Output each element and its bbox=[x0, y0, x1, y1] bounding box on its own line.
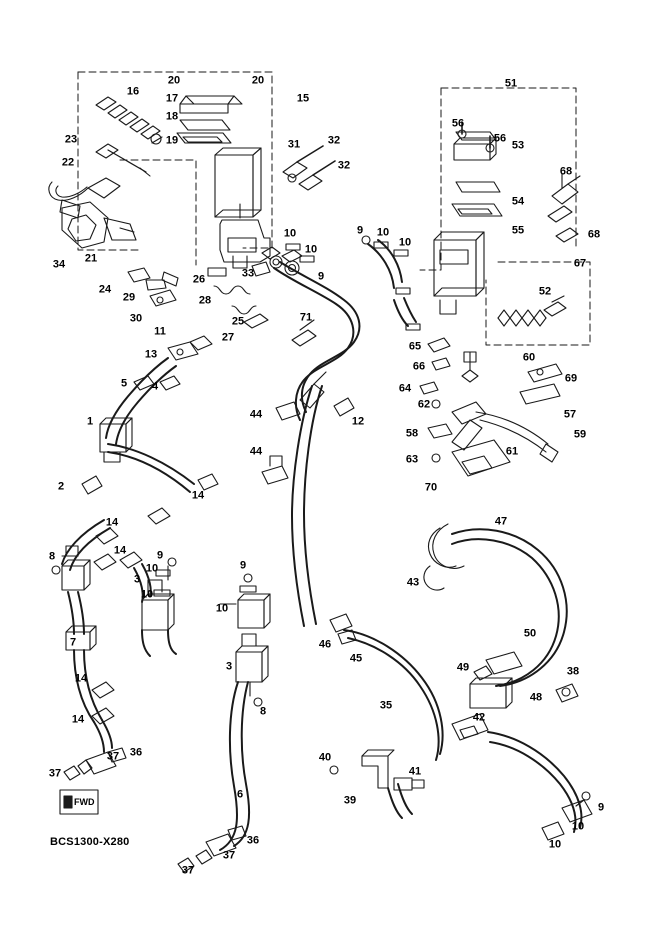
callout-number: 63 bbox=[405, 453, 419, 466]
part-44-b bbox=[262, 466, 288, 484]
callout-number: 47 bbox=[494, 515, 508, 528]
callout-number: 2 bbox=[57, 480, 65, 493]
callout-number: 29 bbox=[122, 291, 136, 304]
callout-number: 51 bbox=[504, 77, 518, 90]
part-59-pedal-arm bbox=[476, 412, 548, 444]
callout-number: 37 bbox=[181, 864, 195, 877]
callout-number: 18 bbox=[165, 110, 179, 123]
junction-8-left bbox=[62, 566, 84, 590]
part-33 bbox=[252, 262, 270, 276]
callout-number: 15 bbox=[296, 92, 310, 105]
part-8-a bbox=[52, 566, 60, 574]
callout-number: 8 bbox=[48, 550, 56, 563]
callout-number: 14 bbox=[71, 713, 85, 726]
part-number-label: BCS1300-X280 bbox=[50, 836, 130, 848]
hose-6 bbox=[220, 682, 238, 850]
callout-number: 4 bbox=[151, 380, 159, 393]
callout-number: 10 bbox=[398, 236, 412, 249]
callout-number: 6 bbox=[236, 788, 244, 801]
part-12-end bbox=[334, 398, 354, 416]
callout-number: 68 bbox=[587, 228, 601, 241]
part-50 bbox=[486, 652, 522, 674]
callout-number: 10 bbox=[145, 562, 159, 575]
callout-number: 22 bbox=[61, 156, 75, 169]
callout-number: 9 bbox=[239, 559, 247, 572]
hose-12 bbox=[274, 268, 353, 420]
callout-number: 61 bbox=[505, 445, 519, 458]
part-26 bbox=[208, 268, 226, 276]
part-29 bbox=[146, 280, 166, 290]
junction-3-b bbox=[236, 652, 262, 682]
junction-3-a bbox=[142, 600, 168, 630]
callout-number: 37 bbox=[48, 767, 62, 780]
part-62 bbox=[432, 400, 440, 408]
callout-number: 19 bbox=[165, 134, 179, 147]
part-16-bolts bbox=[96, 97, 162, 144]
callout-number: 42 bbox=[472, 711, 486, 724]
callout-number: 57 bbox=[563, 408, 577, 421]
part-9-right bbox=[582, 792, 590, 800]
part-30 bbox=[150, 290, 176, 306]
part-15-reservoir bbox=[215, 155, 253, 217]
callout-number: 44 bbox=[249, 445, 263, 458]
callout-number: 36 bbox=[246, 834, 260, 847]
part-61 bbox=[452, 420, 482, 450]
callout-number: 9 bbox=[356, 224, 364, 237]
part-52-spring bbox=[498, 296, 566, 326]
callout-number: 5 bbox=[120, 377, 128, 390]
callout-number: 41 bbox=[408, 765, 422, 778]
callout-number: 12 bbox=[351, 415, 365, 428]
callout-number: 10 bbox=[304, 243, 318, 256]
callout-number: 3 bbox=[225, 660, 233, 673]
part-4 bbox=[160, 376, 180, 390]
callout-number: 48 bbox=[529, 691, 543, 704]
callout-number: 64 bbox=[398, 382, 412, 395]
callout-number: 46 bbox=[318, 638, 332, 651]
junction-1 bbox=[100, 424, 126, 452]
part-18-diaphragm bbox=[180, 120, 230, 130]
callout-number: 31 bbox=[287, 138, 301, 151]
callout-number: 10 bbox=[140, 588, 154, 601]
part-64 bbox=[420, 382, 438, 394]
callout-number: 14 bbox=[113, 544, 127, 557]
part-14-clamp-b bbox=[148, 508, 170, 524]
hose-right-loop bbox=[452, 529, 567, 686]
part-37-b bbox=[196, 850, 212, 864]
callout-number: 45 bbox=[349, 652, 363, 665]
part-14-clamp-e bbox=[92, 682, 114, 698]
callout-number: 28 bbox=[198, 294, 212, 307]
callout-number: 10 bbox=[215, 602, 229, 615]
callout-number: 43 bbox=[406, 576, 420, 589]
part-9-a bbox=[168, 558, 176, 566]
callout-number: 25 bbox=[231, 315, 245, 328]
part-45 bbox=[338, 630, 356, 644]
callout-number: 10 bbox=[548, 838, 562, 851]
hose-1-upper bbox=[106, 358, 168, 438]
callout-number: 53 bbox=[511, 139, 525, 152]
part-23 bbox=[96, 144, 118, 158]
callout-number: 55 bbox=[511, 224, 525, 237]
part-65 bbox=[428, 338, 450, 352]
part-34-holder bbox=[62, 202, 108, 248]
callout-number: 32 bbox=[337, 159, 351, 172]
callout-number: 16 bbox=[126, 85, 140, 98]
part-9-top bbox=[362, 236, 370, 244]
part-69 bbox=[528, 364, 562, 382]
callout-number: 70 bbox=[424, 481, 438, 494]
part-14-clamp-a bbox=[198, 474, 218, 490]
part-41 bbox=[394, 778, 412, 790]
callout-number: 17 bbox=[165, 92, 179, 105]
callout-number: 20 bbox=[251, 74, 265, 87]
callout-number: 3 bbox=[133, 573, 141, 586]
callout-number: 24 bbox=[98, 283, 112, 296]
part-28-spring bbox=[214, 286, 250, 294]
callout-number: 8 bbox=[259, 705, 267, 718]
part-9-b bbox=[244, 574, 252, 582]
callout-number: 66 bbox=[412, 360, 426, 373]
part-57 bbox=[520, 384, 560, 404]
callout-number: 40 bbox=[318, 751, 332, 764]
callout-number: 9 bbox=[317, 270, 325, 283]
part-68 bbox=[552, 184, 578, 204]
callout-number: 13 bbox=[144, 348, 158, 361]
callout-number: 38 bbox=[566, 665, 580, 678]
part-10-right bbox=[562, 800, 592, 822]
callout-number: 14 bbox=[74, 672, 88, 685]
callout-number: 56 bbox=[451, 117, 465, 130]
part-67 bbox=[548, 206, 572, 222]
callout-number: 44 bbox=[249, 408, 263, 421]
callout-number: 27 bbox=[221, 331, 235, 344]
callout-number: 49 bbox=[456, 661, 470, 674]
callout-number: 21 bbox=[84, 252, 98, 265]
callout-number: 32 bbox=[327, 134, 341, 147]
callout-number: 10 bbox=[376, 226, 390, 239]
callout-number: 37 bbox=[222, 849, 236, 862]
callout-number: 9 bbox=[156, 549, 164, 562]
callout-number: 14 bbox=[105, 516, 119, 529]
callout-number: 60 bbox=[522, 351, 536, 364]
callout-number: 58 bbox=[405, 427, 419, 440]
callout-number: 52 bbox=[538, 285, 552, 298]
callout-number: 65 bbox=[408, 340, 422, 353]
part-38 bbox=[556, 684, 578, 702]
part-71 bbox=[292, 330, 316, 346]
callout-number: 59 bbox=[573, 428, 587, 441]
callout-number: 23 bbox=[64, 133, 78, 146]
part-58 bbox=[428, 424, 452, 438]
junction-10-block bbox=[238, 600, 264, 628]
part-66 bbox=[432, 358, 450, 370]
part-27 bbox=[244, 314, 268, 328]
callout-number: 35 bbox=[379, 699, 393, 712]
callout-number: 39 bbox=[343, 794, 357, 807]
callout-number: 11 bbox=[154, 325, 166, 338]
part-63 bbox=[432, 454, 440, 462]
part-48-bracket bbox=[470, 684, 506, 708]
part-54 bbox=[456, 182, 500, 192]
callout-number: 10 bbox=[571, 820, 585, 833]
callout-number: 20 bbox=[167, 74, 181, 87]
callout-number: 37 bbox=[106, 750, 120, 763]
callout-number: 30 bbox=[129, 312, 143, 325]
callout-number: 67 bbox=[573, 257, 587, 270]
part-40 bbox=[330, 766, 338, 774]
callout-number: 7 bbox=[69, 636, 77, 649]
part-25-spring bbox=[232, 306, 256, 314]
callout-number: 50 bbox=[523, 627, 537, 640]
part-2 bbox=[82, 476, 102, 494]
callout-number: 69 bbox=[564, 372, 578, 385]
hose-mid bbox=[292, 386, 312, 626]
callout-number: 9 bbox=[597, 801, 605, 814]
callout-number: 54 bbox=[511, 195, 525, 208]
part-46 bbox=[330, 614, 352, 632]
callout-number: 68 bbox=[559, 165, 573, 178]
callout-number: 14 bbox=[191, 489, 205, 502]
callout-number: 34 bbox=[52, 258, 66, 271]
hose-35 bbox=[344, 630, 443, 754]
part-14-clamp-d bbox=[94, 554, 116, 570]
fwd-direction-label: FWD bbox=[74, 797, 95, 807]
part-21-bracket bbox=[104, 218, 136, 240]
callout-number: 26 bbox=[192, 273, 206, 286]
callout-number: 1 bbox=[86, 415, 94, 428]
callout-number: 10 bbox=[283, 227, 297, 240]
callout-number: 56 bbox=[493, 132, 507, 145]
callout-number: 62 bbox=[417, 398, 431, 411]
part-39-bracket bbox=[362, 756, 388, 788]
part-43-clip bbox=[424, 566, 444, 590]
callout-number: 71 bbox=[299, 311, 313, 324]
callout-number: 36 bbox=[129, 746, 143, 759]
callout-number: 33 bbox=[241, 267, 255, 280]
